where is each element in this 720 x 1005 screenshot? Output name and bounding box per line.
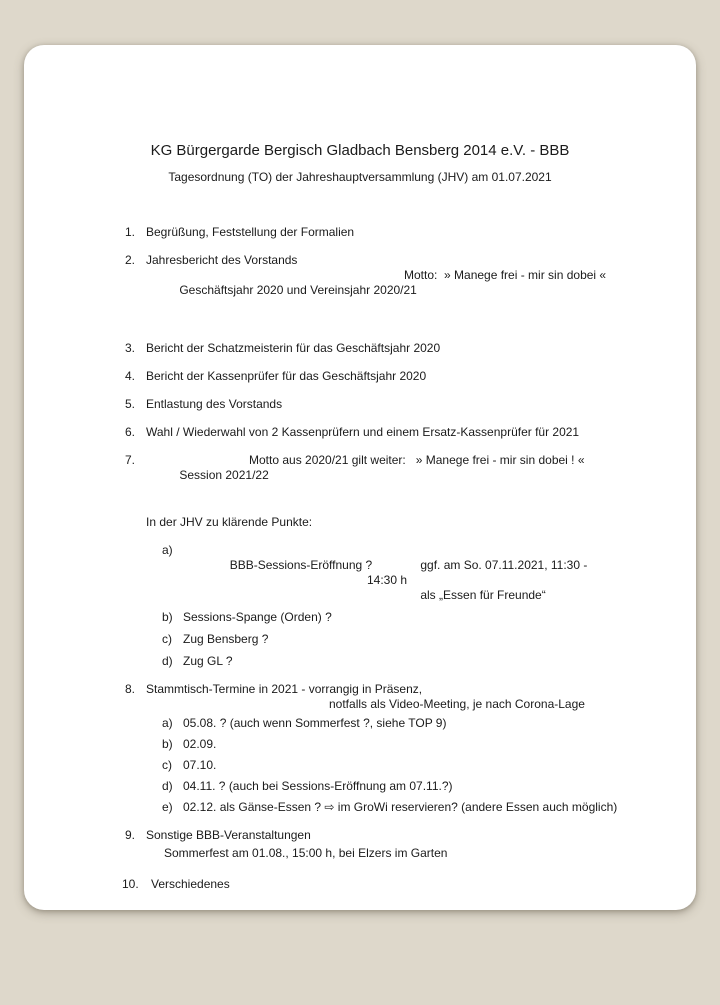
sub-text: 04.11. ? (auch bei Sessions-Eröffnung am 07.11.?) (183, 779, 453, 793)
sub-letter: a) (162, 543, 173, 557)
sub-item-c (162, 758, 660, 773)
item-text: Jahresbericht des Vorstands (146, 253, 298, 267)
sub-letter: c) (162, 632, 172, 646)
sub-letter: d) (162, 779, 173, 793)
item-number: 10. (122, 877, 139, 891)
agenda-item-6 (125, 425, 660, 440)
sub-letter: a) (162, 716, 173, 730)
sub-note-line: ggf. am So. 07.11.2021, 11:30 - 14:30 h (367, 558, 591, 587)
sub-text: Zug Bensberg ? (183, 632, 269, 646)
fiscal-year-text: Geschäftsjahr 2020 und Vereinsjahr 2020/21 (179, 283, 417, 297)
sub-text: 05.08. ? (auch wenn Sommerfest ?, siehe TOP 9) (183, 716, 447, 730)
sub-item-d (162, 654, 660, 669)
motto-text: Motto aus 2020/21 gilt weiter: » Manege frei - mir sin dobei ! « (249, 453, 585, 467)
agenda-item-9 (125, 828, 660, 861)
item-number: 8. (125, 682, 136, 696)
document-page (24, 45, 696, 910)
item-continuation: In der JHV zu klärende Punkte: (146, 515, 313, 529)
sub-note (367, 543, 617, 618)
item-text: Bericht der Schatzmeisterin für das Geschäftsjahr 2020 (146, 341, 441, 355)
item-continuation: notfalls als Video-Meeting, je nach Corona-Lage (329, 697, 585, 711)
sub-item-a (162, 716, 660, 731)
item-text: Stammtisch-Termine in 2021 - vorrangig in Präsenz, (146, 682, 423, 696)
agenda-item-8 (125, 682, 660, 815)
item-text-row (146, 453, 660, 513)
sub-text-row (183, 543, 660, 603)
item-text: Wahl / Wiederwahl von 2 Kassenprüfern und einem Ersatz-Kassenprüfer für 2021 (146, 425, 580, 439)
item-number: 3. (125, 341, 136, 355)
sub-item-a (162, 543, 660, 603)
sub-text: Sessions-Spange (Orden) ? (183, 610, 332, 624)
document-title: KG Bürgergarde Bergisch Gladbach Bensberg 2014 e.V. - BBB (150, 142, 570, 159)
agenda-item-10 (122, 877, 660, 892)
item-number: 6. (125, 425, 136, 439)
sub-letter: b) (162, 737, 173, 751)
item-number: 5. (125, 397, 136, 411)
sub-letter: d) (162, 654, 173, 668)
item-number: 7. (125, 453, 136, 467)
sub-letter: c) (162, 758, 172, 772)
sub-list (162, 716, 660, 815)
item-continuation (146, 268, 660, 328)
sub-note-line: als „Essen für Freunde“ (420, 588, 546, 602)
item-number: 2. (125, 253, 136, 267)
sub-text: Zug GL ? (183, 654, 233, 668)
sub-item-c (162, 632, 660, 647)
agenda-item-5 (125, 397, 660, 412)
sub-letter: b) (162, 610, 173, 624)
item-text: Entlastung des Vorstands (146, 397, 283, 411)
item-text: Sonstige BBB-Veranstaltungen (146, 828, 311, 842)
sub-text: 02.09. (183, 737, 217, 751)
sub-text: 07.10. (183, 758, 217, 772)
item-number: 9. (125, 828, 136, 842)
agenda-item-4 (125, 369, 660, 384)
agenda-list (122, 225, 660, 892)
session-text: Session 2021/22 (179, 468, 269, 482)
agenda-item-7 (125, 453, 660, 669)
sub-item-e (162, 800, 660, 815)
agenda-item-1 (125, 225, 660, 240)
document-subtitle: Tagesordnung (TO) der Jahreshauptversammlung (JHV) am 01.07.2021 (168, 170, 552, 184)
item-continuation: Sommerfest am 01.08., 15:00 h, bei Elzers im Garten (164, 846, 448, 860)
agenda-item-2 (125, 253, 660, 328)
item-text: Bericht der Kassenprüfer für das Geschäftsjahr 2020 (146, 369, 427, 383)
sub-text: BBB-Sessions-Eröffnung ? (229, 558, 373, 572)
item-text: Begrüßung, Feststellung der Formalien (146, 225, 355, 239)
sub-item-b (162, 610, 660, 625)
sub-item-b (162, 737, 660, 752)
sub-text: 02.12. als Gänse-Essen ? ⇨ im GroWi reservieren? (andere Essen auch möglich) (183, 800, 618, 814)
item-number: 4. (125, 369, 136, 383)
sub-list (162, 543, 660, 669)
item-number: 1. (125, 225, 136, 239)
item-text: Verschiedenes (151, 877, 230, 891)
sub-item-d (162, 779, 660, 794)
sub-letter: e) (162, 800, 173, 814)
motto-text: Motto: » Manege frei - mir sin dobei « (404, 268, 607, 282)
agenda-item-3 (125, 341, 660, 356)
